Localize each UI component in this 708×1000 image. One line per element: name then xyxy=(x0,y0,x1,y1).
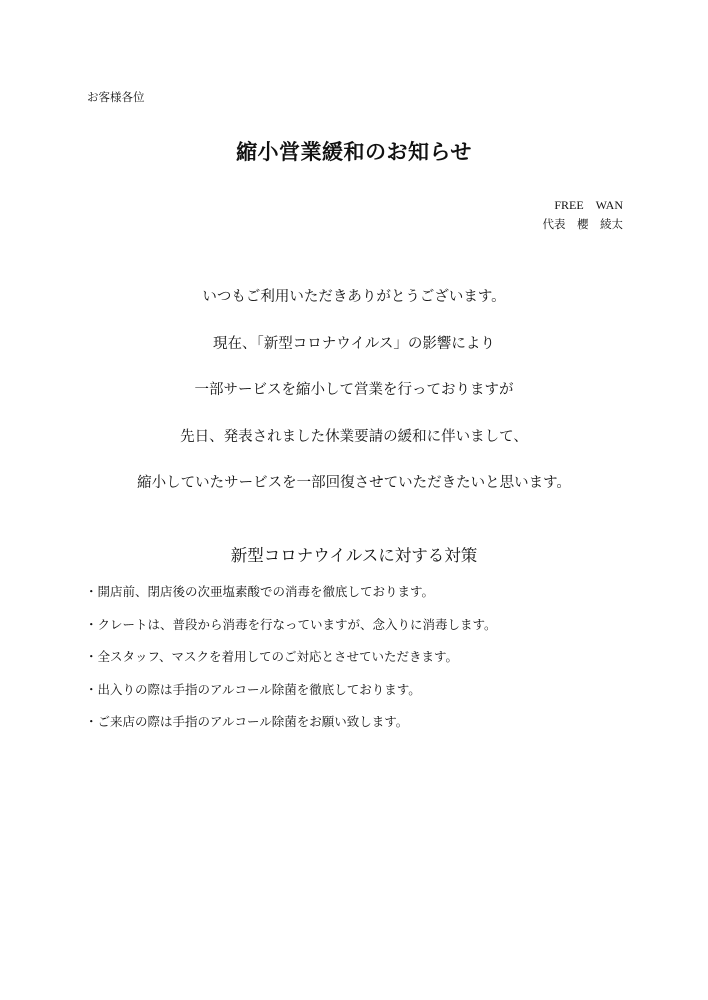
sender-representative: 代表 櫻 綾太 xyxy=(542,217,623,231)
body-line: 一部サービスを縮小して営業を行っておりますが xyxy=(194,382,514,398)
sender-company: FREE WAN xyxy=(554,198,623,212)
sender-block xyxy=(543,196,624,232)
body-line: いつもご利用いただきありがとうございます。 xyxy=(202,289,506,305)
page-title: 縮小営業緩和のお知らせ xyxy=(236,139,472,164)
measure-item: ・全スタッフ、マスクを着用してのご対応とさせていただきます。 xyxy=(85,649,459,664)
salutation: お客様各位 xyxy=(87,90,145,104)
body-line: 縮小していたサービスを一部回復させていただきたいと思います。 xyxy=(137,475,571,491)
measure-item: ・ご来店の際は手指のアルコール除菌をお願い致します。 xyxy=(85,714,409,729)
body-line: 現在、「新型コロナウイルス」の影響により xyxy=(213,335,495,352)
measures-heading: 新型コロナウイルスに対する対策 xyxy=(230,546,478,565)
measures-list xyxy=(85,582,497,745)
measure-item: ・クレートは、普段から消毒を行なっていますが、念入りに消毒します。 xyxy=(85,616,497,632)
measure-item: ・出入りの際は手指のアルコール除菌を徹底しております。 xyxy=(85,681,421,697)
measure-item: ・開店前、閉店後の次亜塩素酸での消毒を徹底しております。 xyxy=(85,584,435,599)
body-line: 先日、発表されました休業要請の緩和に伴いまして、 xyxy=(180,428,528,445)
announcement-body xyxy=(0,283,708,516)
